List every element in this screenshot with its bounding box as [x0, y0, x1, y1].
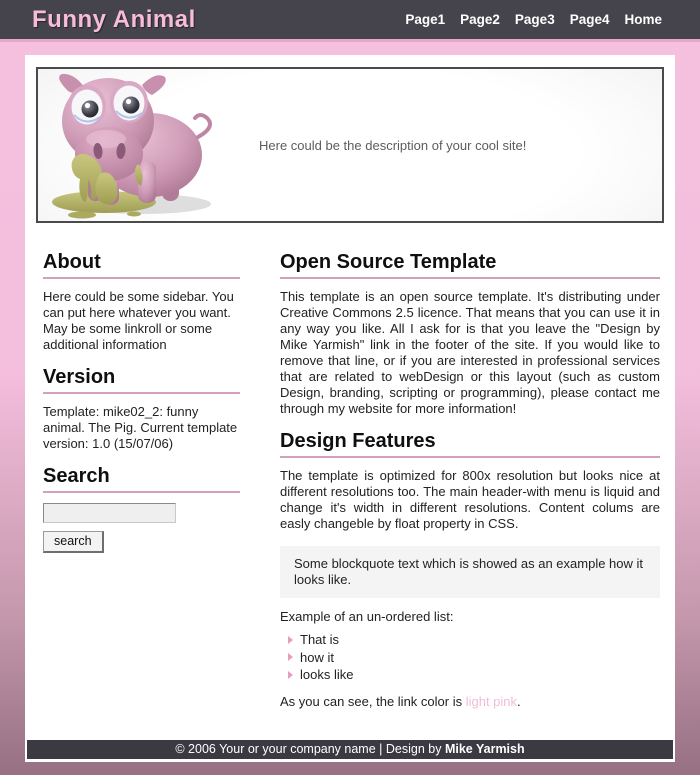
link-sentence-suffix: .: [517, 693, 521, 709]
about-text: Here could be some sidebar. You can put here whatever you want. May be some linkroll or some additional information: [43, 289, 234, 352]
pig-mascot-image: [38, 69, 243, 221]
main-content: [280, 251, 660, 723]
list-item-label: looks like: [300, 667, 354, 682]
arrow-bullet-icon: [288, 671, 293, 679]
section-open-source: [280, 251, 660, 417]
light-pink-link[interactable]: light pink: [465, 693, 518, 709]
example-blockquote: Some blockquote text which is showed as an example how it looks like.: [280, 546, 660, 598]
link-color-sentence: [280, 694, 660, 710]
version-line2: Current template version: 1.0 (15/07/06): [43, 420, 238, 451]
footer: [27, 740, 673, 759]
section-design-features: [280, 430, 660, 710]
sidebar-section-search: [43, 465, 240, 553]
list-item-label: That is: [300, 632, 340, 647]
nav-page4[interactable]: Page4: [569, 12, 610, 27]
nav-page3[interactable]: Page3: [514, 12, 555, 27]
arrow-bullet-icon: [288, 653, 293, 661]
list-intro: Example of an un-ordered list:: [280, 609, 454, 624]
sidebar-section-version: [43, 366, 240, 452]
banner: [36, 67, 664, 223]
design-features-heading: Design Features: [280, 430, 660, 458]
nav-home[interactable]: Home: [624, 12, 662, 27]
unordered-list: [280, 631, 660, 684]
footer-separator: |: [375, 742, 386, 756]
site-description: Here could be the description of your cool site!: [259, 137, 527, 153]
about-heading: About: [43, 251, 240, 279]
version-heading: Version: [43, 366, 240, 394]
list-item: [288, 649, 660, 667]
footer-design-prefix: Design by: [385, 742, 445, 756]
link-sentence-prefix: As you can see, the link color is: [280, 693, 466, 709]
search-input[interactable]: [43, 503, 176, 523]
nav-page2[interactable]: Page2: [460, 12, 500, 27]
sidebar: [43, 251, 240, 723]
list-item: [288, 631, 660, 649]
page-container: [25, 55, 675, 762]
arrow-bullet-icon: [288, 636, 293, 644]
design-features-text: The template is optimized for 800x resolution but looks nice at different resolutions too. The main header-with menu is liquid and change it's width in different resolutions. Content colums are easly changeble by float property in CSS.: [280, 468, 660, 531]
top-nav: [405, 12, 662, 27]
header: [0, 0, 700, 42]
nav-page1[interactable]: Page1: [405, 12, 446, 27]
content-area: [25, 223, 675, 723]
version-line1: Template: mike02_2: funny animal. The Pig.: [43, 404, 199, 435]
open-source-text: This template is an open source template. It's distributing under Creative Commons 2.5 licence. That means that you can use it in any way you like. All I ask for is that you leave the "Design by Mike Yarmish" link in the footer of the site. If you would like to remove that line, or if you are interested in professional services that are related to webDesign or this layout (such as custom Design, branding, scripting or programming), please contact me through my website for more information!: [280, 289, 660, 416]
list-item-label: how it: [300, 649, 334, 665]
open-source-heading: Open Source Template: [280, 251, 660, 279]
search-button[interactable]: search: [43, 531, 104, 553]
sidebar-section-about: [43, 251, 240, 353]
site-title: Funny Animal: [32, 5, 196, 33]
version-text: [43, 404, 240, 452]
footer-copyright: © 2006 Your or your company name: [175, 742, 376, 756]
footer-designer-link[interactable]: Mike Yarmish: [444, 742, 525, 756]
list-item: [288, 666, 660, 684]
search-heading: Search: [43, 465, 240, 493]
